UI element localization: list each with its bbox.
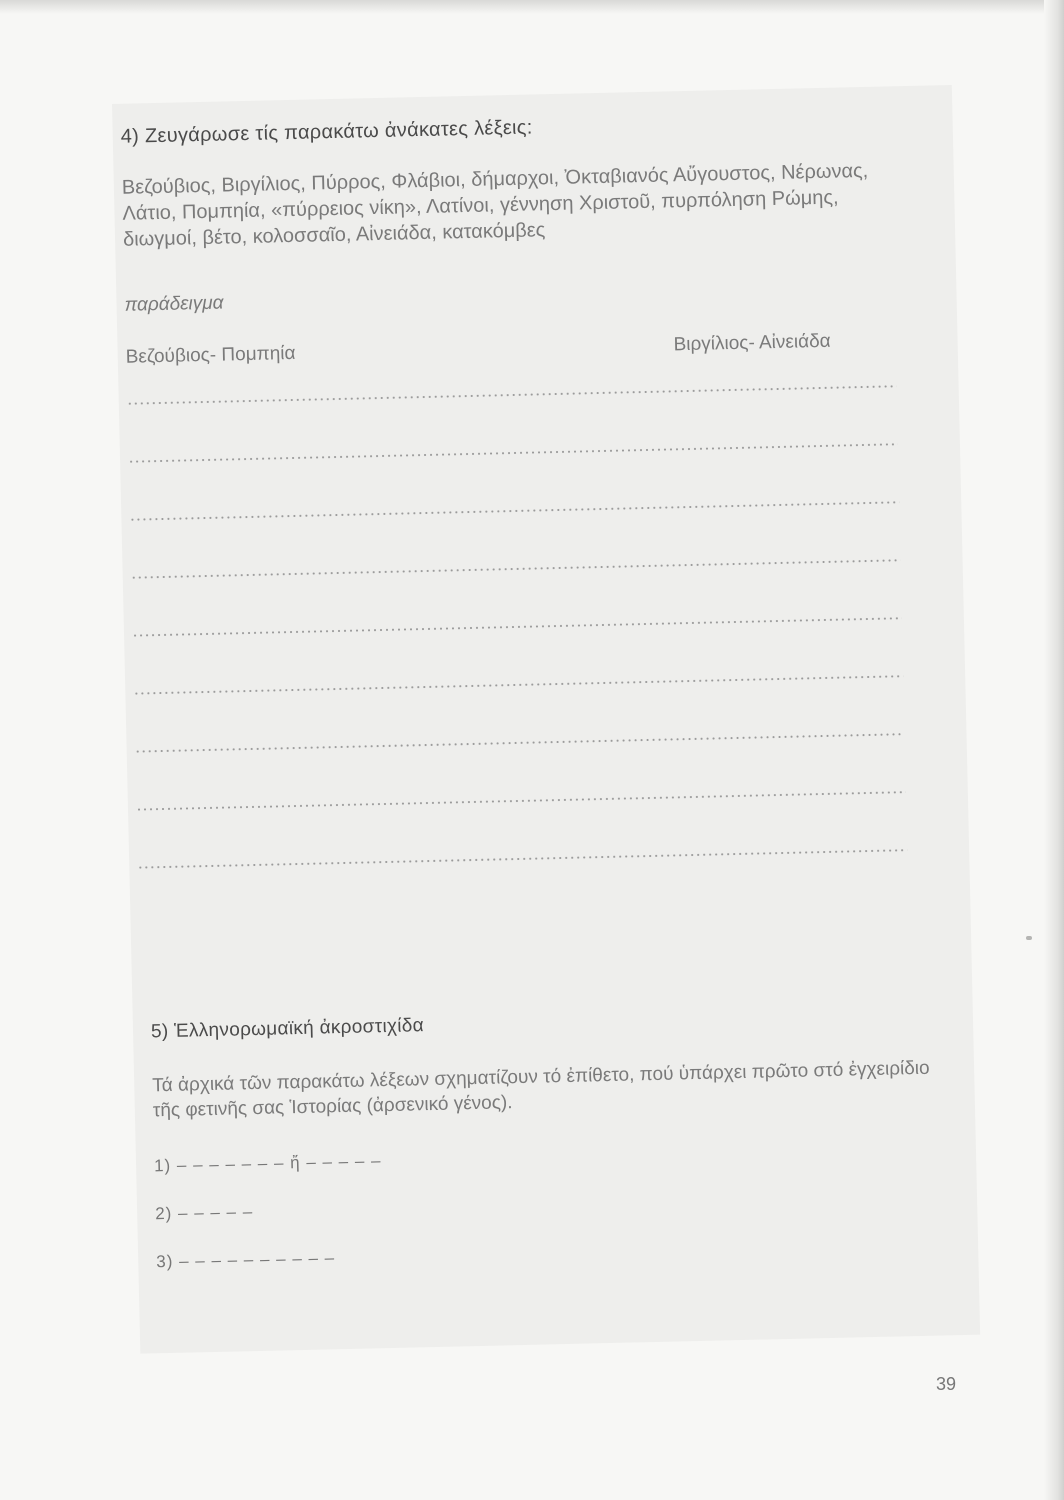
answer-line[interactable] <box>137 849 907 868</box>
example-pair-left: Βεζούβιος- Πομπηία <box>125 342 296 368</box>
exercise-4 <box>120 108 938 925</box>
example-row <box>126 329 926 373</box>
example-label: παράδειγμα <box>124 292 224 316</box>
answer-line[interactable] <box>127 385 897 404</box>
answer-line[interactable] <box>129 501 899 520</box>
exercise-5 <box>151 1003 957 1286</box>
acrostic-patterns <box>154 1124 957 1286</box>
acrostic-pattern-1[interactable]: 1) – – – – – – – ἤ – – – – – <box>153 1151 382 1176</box>
answer-line[interactable] <box>128 443 898 462</box>
answer-line[interactable] <box>136 791 906 810</box>
example-pair-right: Βιργίλιος- Αἰνειάδα <box>673 330 831 356</box>
page-number: 39 <box>936 1374 957 1394</box>
page-top-edge <box>0 0 1064 14</box>
exercise-4-word-list: Βεζούβιος, Βιργίλιος, Πύρρος, Φλάβιοι, δήμαρχοι, Ὀκταβιανός Αὔγουστος, Νέρωνας, Λάτιο, Πομπηία, «πύρρειος νίκη», Λατίνοι, γέννηση Χριστοῦ, πυρπόληση Ρώμης, διωγμοί, βέτο, κολοσσαῖο, Αἰνειάδα, κατακόμβες <box>121 159 869 251</box>
exercise-4-heading: 4) Ζευγάρωσε τίς παρακάτω ἀνάκατες λέξεις: <box>120 116 533 148</box>
acrostic-pattern-3[interactable]: 3) – – – – – – – – – – <box>156 1248 336 1272</box>
acrostic-pattern-2[interactable]: 2) – – – – – <box>154 1202 254 1224</box>
answer-line[interactable] <box>135 733 905 752</box>
answer-lines <box>127 385 937 869</box>
answer-line[interactable] <box>132 617 902 636</box>
worksheet-panel <box>112 85 980 1354</box>
paper-speck <box>1026 936 1032 940</box>
page-right-edge <box>1044 0 1064 1500</box>
exercise-5-instructions: Τά ἀρχικά τῶν παρακάτω λέξεων σχηματίζουν τό ἐπίθετο, πού ὑπάρχει πρῶτο στό ἐγχειρίδιο τῆς φετινῆς σας Ἱστορίας (ἀρσενικό γένος). <box>152 1057 930 1122</box>
exercise-5-heading: 5) Ἑλληνορωμαϊκή ἀκροστιχίδα <box>150 1015 425 1043</box>
answer-line[interactable] <box>131 559 901 578</box>
answer-line[interactable] <box>133 675 903 694</box>
